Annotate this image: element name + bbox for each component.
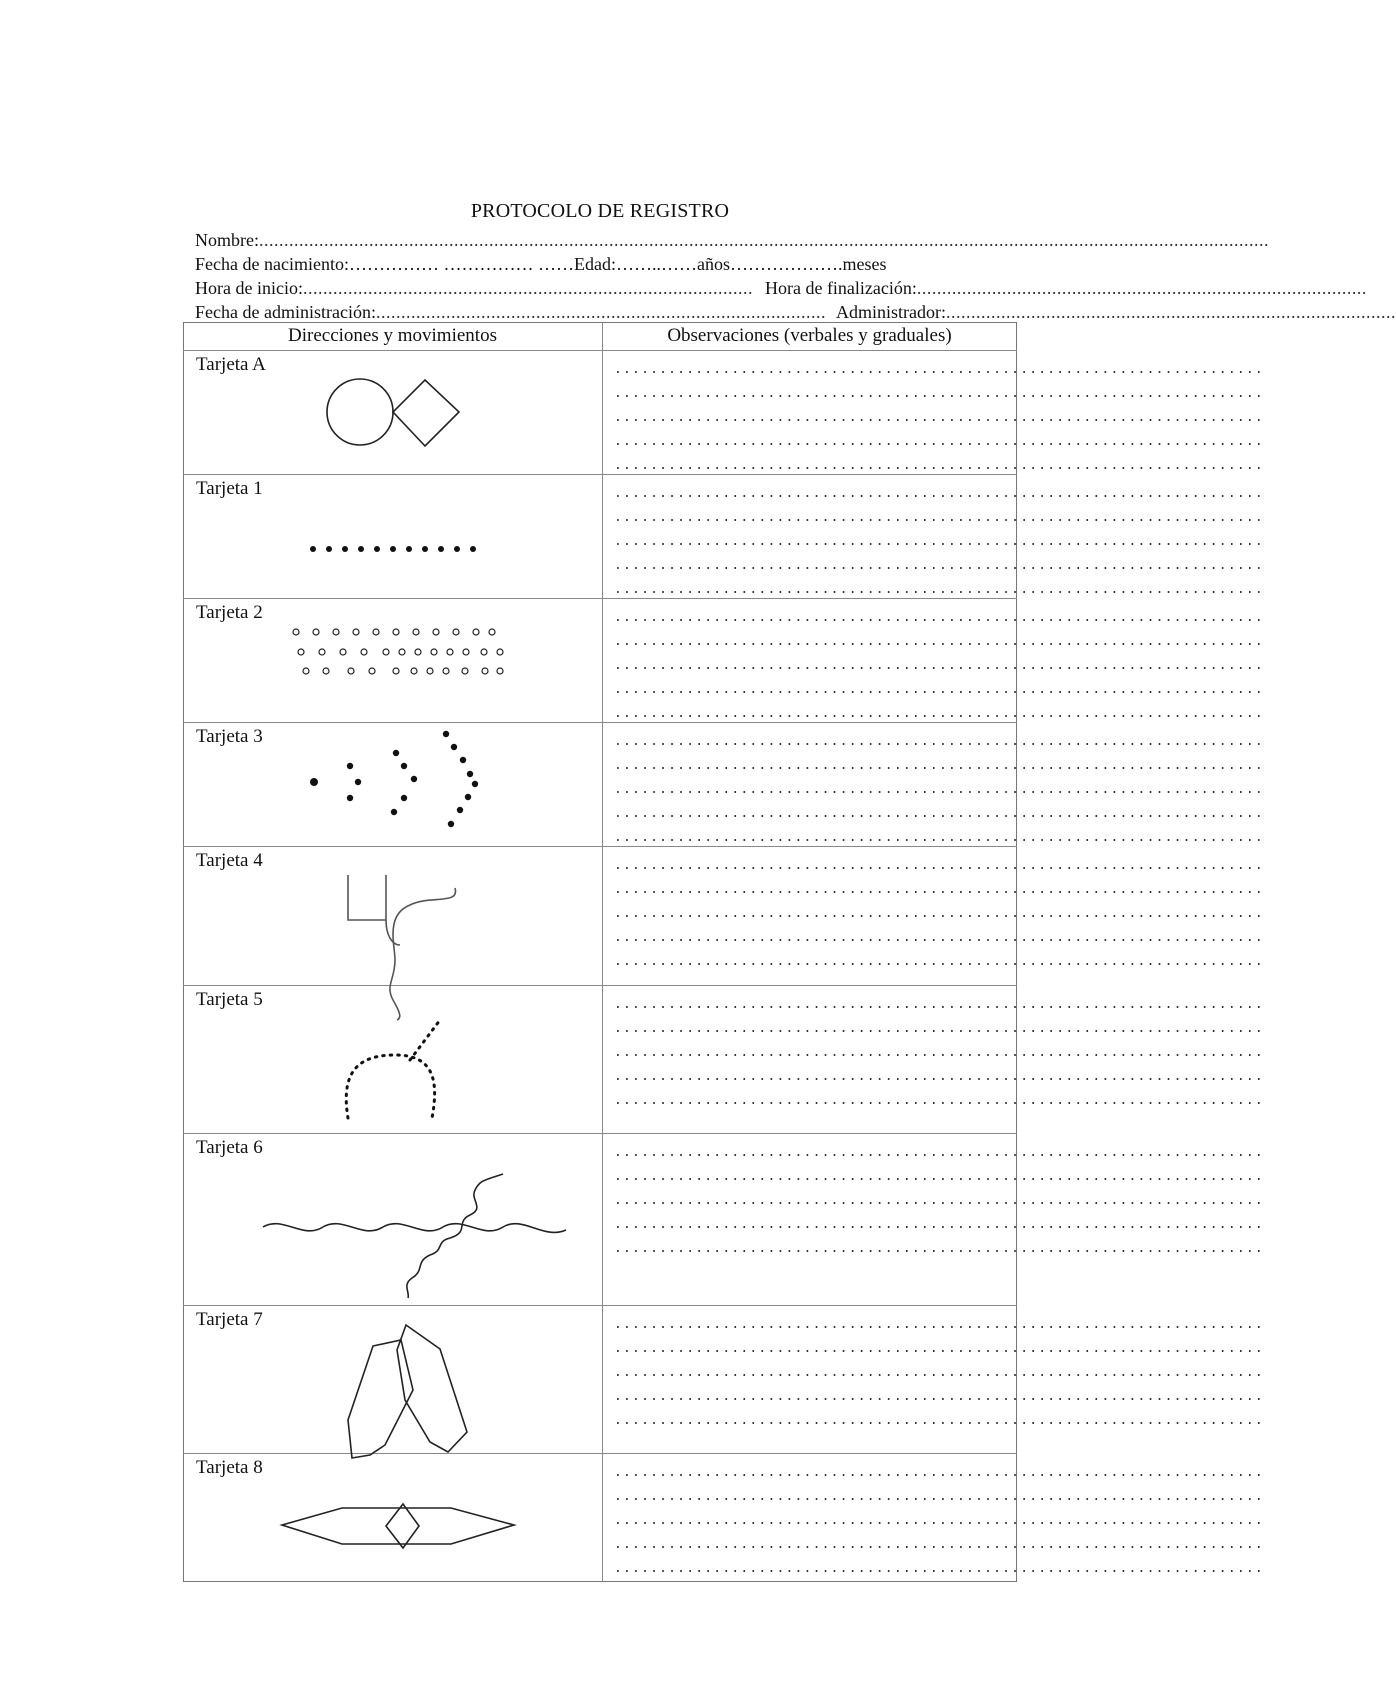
meses-label: meses bbox=[842, 254, 887, 274]
observation-line[interactable]: ........................................................................ bbox=[614, 1193, 1264, 1208]
observation-line[interactable]: ........................................................................ bbox=[614, 1513, 1264, 1528]
observation-line[interactable]: ........................................................................ bbox=[614, 682, 1264, 697]
observation-line[interactable]: ........................................................................ bbox=[614, 1489, 1264, 1504]
observation-line[interactable]: ........................................................................ bbox=[614, 930, 1264, 945]
hora-inicio-dots: .......................................................................................... bbox=[302, 278, 753, 298]
small-circles-rows-icon bbox=[293, 629, 503, 674]
hora-inicio-label: Hora de inicio: bbox=[195, 278, 303, 298]
dot-chevrons-icon bbox=[310, 731, 478, 827]
observation-line[interactable]: ........................................................................ bbox=[614, 1145, 1264, 1160]
observation-line[interactable]: ........................................................................ bbox=[614, 386, 1264, 401]
hora-fin-label: Hora de finalización: bbox=[764, 278, 917, 298]
observation-line[interactable]: ........................................................................ bbox=[614, 410, 1264, 425]
observation-line[interactable]: ........................................................................ bbox=[614, 1465, 1264, 1480]
card-label: Tarjeta 6 bbox=[196, 1137, 263, 1158]
nombre-dots: .......................................................................................................................................................................................................... bbox=[258, 230, 1269, 250]
observation-line[interactable]: ........................................................................ bbox=[614, 1241, 1264, 1256]
observation-line[interactable]: ........................................................................ bbox=[614, 1341, 1264, 1356]
column-header-observations: Observaciones (verbales y graduales) bbox=[667, 325, 952, 346]
fecha-nacimiento-label: Fecha de nacimiento: bbox=[195, 254, 349, 274]
observation-line[interactable]: ........................................................................ bbox=[614, 1317, 1264, 1332]
circle-diamond-icon bbox=[327, 379, 459, 446]
fecha-admin-label: Fecha de administración: bbox=[195, 302, 376, 322]
observation-line[interactable]: ........................................................................ bbox=[614, 782, 1264, 797]
observation-line[interactable]: ........................................................................ bbox=[614, 706, 1264, 721]
observation-line[interactable]: ........................................................................ bbox=[614, 658, 1264, 673]
observation-line[interactable]: ........................................................................ bbox=[614, 534, 1264, 549]
overlapping-hexagons-icon bbox=[348, 1325, 467, 1458]
nombre-label: Nombre: bbox=[195, 230, 259, 250]
administrador-label: Administrador: bbox=[835, 302, 946, 322]
observation-line[interactable]: ........................................................................ bbox=[614, 362, 1264, 377]
card-label: Tarjeta 5 bbox=[196, 989, 263, 1010]
observation-line[interactable]: ........................................................................ bbox=[614, 1045, 1264, 1060]
page-title: PROTOCOLO DE REGISTRO bbox=[470, 200, 730, 222]
observation-line[interactable]: ........................................................................ bbox=[614, 510, 1264, 525]
column-header-directions: Direcciones y movimientos bbox=[288, 325, 497, 346]
card-label: Tarjeta 8 bbox=[196, 1457, 263, 1478]
observation-line[interactable]: ........................................................................ bbox=[614, 906, 1264, 921]
dot-row-icon bbox=[310, 546, 476, 552]
observation-line[interactable]: ........................................................................ bbox=[614, 1069, 1264, 1084]
observation-line[interactable]: ........................................................................ bbox=[614, 954, 1264, 969]
observation-line[interactable]: ........................................................................ bbox=[614, 634, 1264, 649]
observation-line[interactable]: ........................................................................ bbox=[614, 1217, 1264, 1232]
card-label: Tarjeta 3 bbox=[196, 726, 263, 747]
crossing-waves-icon bbox=[263, 1174, 566, 1298]
observation-line[interactable]: ........................................................................ bbox=[614, 1093, 1264, 1108]
edad-dots: ……..…… bbox=[615, 254, 697, 274]
observation-line[interactable]: ........................................................................ bbox=[614, 1021, 1264, 1036]
observation-line[interactable]: ........................................................................ bbox=[614, 434, 1264, 449]
anos-label: años bbox=[696, 254, 730, 274]
observation-line[interactable]: ........................................................................ bbox=[614, 882, 1264, 897]
observation-line[interactable]: ........................................................................ bbox=[614, 758, 1264, 773]
observation-line[interactable]: ........................................................................ bbox=[614, 1561, 1264, 1576]
hora-fin-dots: .......................................................................................... bbox=[916, 278, 1367, 298]
fecha-admin-dots: .......................................................................................... bbox=[375, 302, 826, 322]
administrador-dots: .......................................................................................... bbox=[945, 302, 1396, 322]
observation-line[interactable]: ........................................................................ bbox=[614, 997, 1264, 1012]
observation-line[interactable]: ........................................................................ bbox=[614, 582, 1264, 597]
observation-line[interactable]: ........................................................................ bbox=[614, 486, 1264, 501]
observation-line[interactable]: ........................................................................ bbox=[614, 1389, 1264, 1404]
observation-line[interactable]: ........................................................................ bbox=[614, 806, 1264, 821]
dotted-arc-icon bbox=[346, 1020, 440, 1118]
observation-line[interactable]: ........................................................................ bbox=[614, 558, 1264, 573]
card-label: Tarjeta 2 bbox=[196, 602, 263, 623]
lines-curve-icon bbox=[348, 875, 456, 1020]
anos-dots: ………………. bbox=[729, 254, 843, 274]
observation-line[interactable]: ........................................................................ bbox=[614, 1169, 1264, 1184]
edad-label: Edad: bbox=[573, 254, 616, 274]
fecha-nacimiento-dots: …………… …………… …… bbox=[348, 254, 574, 274]
card-label: Tarjeta 4 bbox=[196, 850, 263, 871]
observation-line[interactable]: ........................................................................ bbox=[614, 1365, 1264, 1380]
card-label: Tarjeta 7 bbox=[196, 1309, 263, 1330]
observation-line[interactable]: ........................................................................ bbox=[614, 858, 1264, 873]
observation-line[interactable]: ........................................................................ bbox=[614, 458, 1264, 473]
observation-line[interactable]: ........................................................................ bbox=[614, 830, 1264, 845]
observation-line[interactable]: ........................................................................ bbox=[614, 1413, 1264, 1428]
elongated-hexagon-diamond-icon bbox=[282, 1504, 514, 1548]
card-label: Tarjeta 1 bbox=[196, 478, 263, 499]
observation-line[interactable]: ........................................................................ bbox=[614, 610, 1264, 625]
observation-line[interactable]: ........................................................................ bbox=[614, 1537, 1264, 1552]
observation-line[interactable]: ........................................................................ bbox=[614, 734, 1264, 749]
card-label: Tarjeta A bbox=[196, 354, 266, 375]
